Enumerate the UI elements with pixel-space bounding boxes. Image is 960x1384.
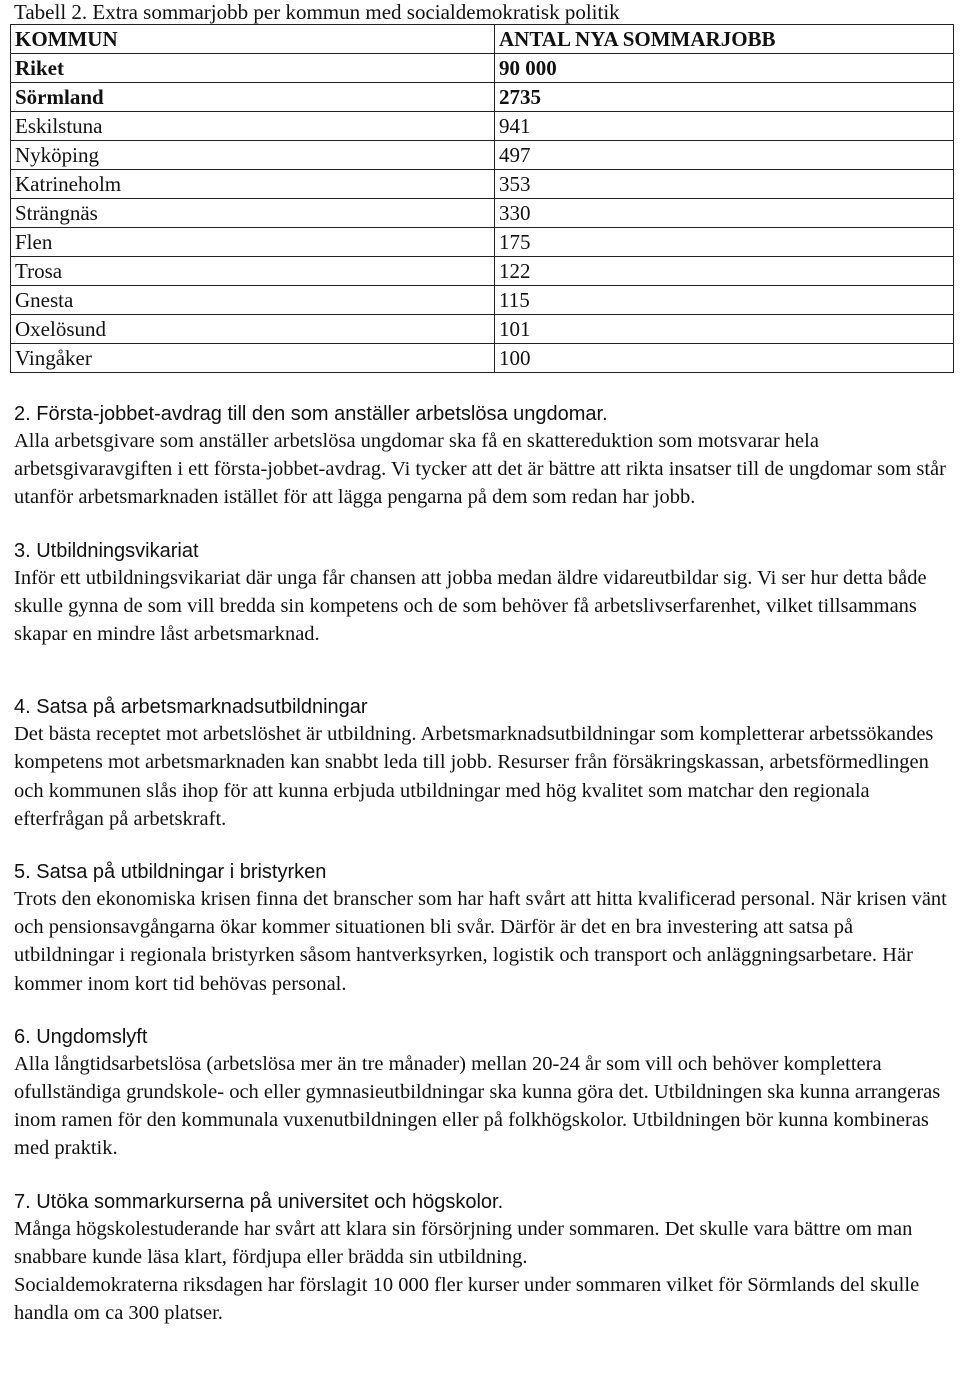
row-value: 122 bbox=[495, 257, 954, 286]
table-row bbox=[11, 54, 954, 83]
section-heading: 2. Första-jobbet-avdrag till den som anställer arbetslösa ungdomar. bbox=[14, 403, 608, 425]
section-paragraph: Det bästa receptet mot arbetslöshet är utbildning. Arbetsmarknadsutbildningar som kompletterar arbetssökandes kompetens mot arbetsmarknaden kan snabbt leda till jobb. Resurser från försäkringskassan, arbetsförmedlingen och kommunen slås ihop för att kunna erbjuda utbildningar med hög kvalitet som matchar den regionala efterfrågan på arbetskraft. bbox=[14, 723, 934, 830]
row-value: 353 bbox=[495, 170, 954, 199]
section-paragraph: Trots den ekonomiska krisen finna det branscher som har haft svårt att hitta kvalificerad personal. När krisen vänt och pensionsavgångarna ökar kommer situationen bli svår. Därför är det en bra investering att satsa på utbildningar i regionala bristyrken såsom hantverksyrken, logistik och transport och anläggningsarbetare. Här kommer inom kort tid behövas personal. bbox=[14, 888, 947, 995]
section-heading: 3. Utbildningsvikariat bbox=[14, 539, 199, 562]
table-row bbox=[11, 83, 954, 112]
row-value: 115 bbox=[495, 286, 954, 315]
row-value: 175 bbox=[495, 228, 954, 257]
row-value: 941 bbox=[495, 112, 954, 141]
section-first-job-deduction bbox=[14, 401, 954, 512]
row-value: 2735 bbox=[495, 83, 954, 112]
table-header-row bbox=[11, 25, 954, 54]
row-kommun: Vingåker bbox=[11, 344, 495, 373]
section-youth-boost bbox=[14, 1024, 954, 1163]
row-kommun: Riket bbox=[11, 54, 495, 83]
section-summer-courses bbox=[14, 1189, 954, 1328]
row-kommun: Sörmland bbox=[11, 83, 495, 112]
header-kommun: KOMMUN bbox=[11, 25, 495, 54]
table-row bbox=[11, 112, 954, 141]
section-paragraph: Alla långtidsarbetslösa (arbetslösa mer än tre månader) mellan 20-24 år som vill och behöver komplettera ofullständiga grundskole- och eller gymnasieutbildningar ska kunna göra det. Utbildningen ska kunna arrangeras inom ramen för den kommunala vuxenutbildningen eller på folkhögskolor. Utbildningen bör kunna kombineras med praktik. bbox=[14, 1052, 941, 1160]
table-row bbox=[11, 257, 954, 286]
table-row bbox=[11, 286, 954, 315]
row-kommun: Katrineholm bbox=[11, 170, 495, 199]
section-heading: 4. Satsa på arbetsmarknadsutbildningar bbox=[14, 696, 368, 719]
header-antal: ANTAL NYA SOMMARJOBB bbox=[495, 25, 954, 54]
row-kommun: Nyköping bbox=[11, 141, 495, 170]
section-heading: 5. Satsa på utbildningar i bristyrken bbox=[14, 861, 327, 884]
row-value: 101 bbox=[495, 315, 954, 344]
section-paragraph: Alla arbetsgivare som anställer arbetslösa ungdomar ska få en skattereduktion som motsvarar hela arbetsgivaravgiften i ett första-jobbet-avdrag. Vi tycker att det är bättre att rikta insatser till de ungdomar som står utanför arbetsmarknaden istället för att lägga pengarna på dem som redan har jobb. bbox=[14, 430, 946, 509]
row-value: 330 bbox=[495, 199, 954, 228]
row-kommun: Trosa bbox=[11, 257, 495, 286]
table-row bbox=[11, 228, 954, 257]
table-row bbox=[11, 170, 954, 199]
row-value: 90 000 bbox=[495, 54, 954, 83]
table-row bbox=[11, 141, 954, 170]
section-heading: 6. Ungdomslyft bbox=[14, 1025, 148, 1048]
table-row bbox=[11, 344, 954, 373]
section-education-substitute bbox=[14, 538, 954, 649]
table-caption: Tabell 2. Extra sommarjobb per kommun med socialdemokratisk politik bbox=[14, 0, 620, 24]
row-kommun: Oxelösund bbox=[11, 315, 495, 344]
document-page bbox=[14, 0, 954, 1327]
table-row bbox=[11, 199, 954, 228]
row-kommun: Flen bbox=[11, 228, 495, 257]
section-labour-market-training bbox=[14, 694, 954, 833]
row-kommun: Strängnäs bbox=[11, 199, 495, 228]
row-kommun: Eskilstuna bbox=[11, 112, 495, 141]
section-heading: 7. Utöka sommarkurserna på universitet och högskolor. bbox=[14, 1190, 504, 1213]
row-value: 497 bbox=[495, 141, 954, 170]
section-paragraph: Socialdemokraterna riksdagen har förslagit 10 000 fler kurser under sommaren vilket för Sörmlands del skulle handla om ca 300 platser. bbox=[14, 1274, 920, 1325]
row-value: 100 bbox=[495, 344, 954, 373]
row-kommun: Gnesta bbox=[11, 286, 495, 315]
table-row bbox=[11, 315, 954, 344]
section-paragraph: Många högskolestuderande har svårt att klara sin försörjning under sommaren. Det skulle vara bättre om man snabbare kunde läsa klart, fördjupa eller brädda sin utbildning. bbox=[14, 1217, 913, 1268]
section-shortage-occupations bbox=[14, 859, 954, 998]
section-paragraph: Inför ett utbildningsvikariat där unga får chansen att jobba medan äldre vidareutbildar sig. Vi ser hur detta både skulle gynna de som vill bredda sin kompetens och de som behöver få arbetslivserfarenhet, vilket tillsammans skapar en mindre låst arbetsmarknad. bbox=[14, 566, 927, 646]
summer-jobs-table bbox=[10, 24, 954, 373]
